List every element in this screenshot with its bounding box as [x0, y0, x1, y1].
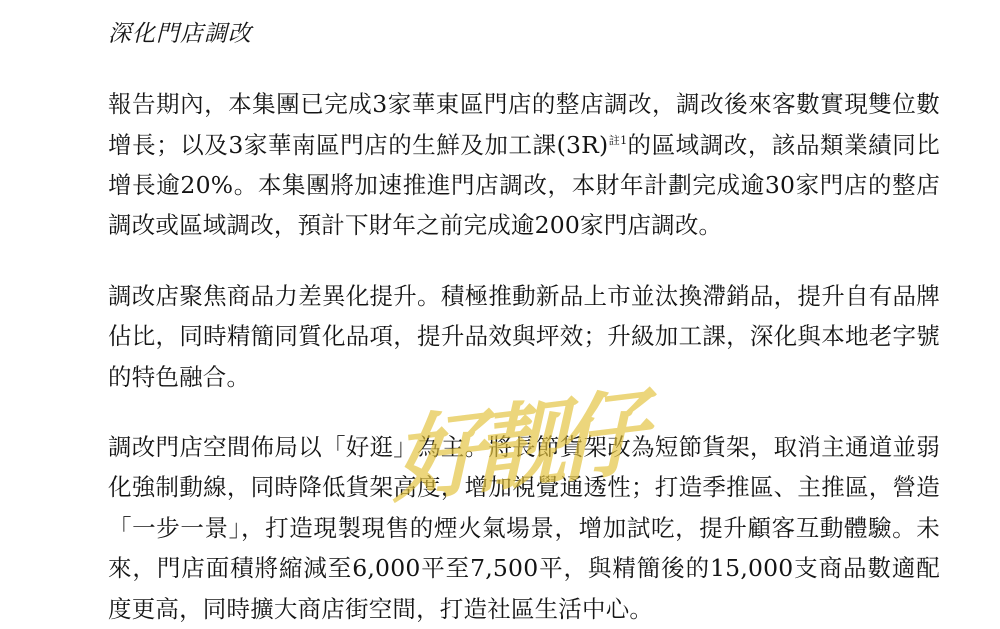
- paragraph-1-text-a: 報告期內，本集團已完成3家華東區門店的整店調改，調改後來客數實現雙位數增長；以及3家華南區門店的生鮮及加工課(3R): [108, 90, 940, 159]
- footnote-marker: 註1: [608, 133, 628, 147]
- watermark-text: 好靓仔: [391, 377, 638, 517]
- paragraph-2: 調改店聚焦商品力差異化提升。積極推動新品上市並汰換滯銷品，提升自有品牌佔比，同時精簡同質化品項，提升品效與坪效；升級加工課，深化與本地老字號的特色融合。: [108, 281, 940, 391]
- paragraph-1: [108, 84, 940, 246]
- paragraph-3: 調改門店空間佈局以「好逛」為主。將長節貨架改為短節貨架，取消主通道並弱化強制動線，同時降低貨架高度，增加視覺通透性；打造季推區、主推區，營造「一步一景」，打造現製現售的煙火氣場景，增加試吃，提升顧客互動體驗。未來，門店面積將縮減至6,000平至7,500平，與精簡後的15,000支商品數適配度更高，同時擴大商店街空間，打造社區生活中心。: [108, 433, 940, 623]
- page-title: 深化門店調改: [108, 21, 252, 47]
- paragraph-1-text-b: 的區域調改，該品類業績同比增長逾20%。本集團將加速推進門店調改，本財年計劃完成逾30家門店的整店調改或區域調改，預計下財年之前完成逾200家門店調改。: [108, 130, 940, 240]
